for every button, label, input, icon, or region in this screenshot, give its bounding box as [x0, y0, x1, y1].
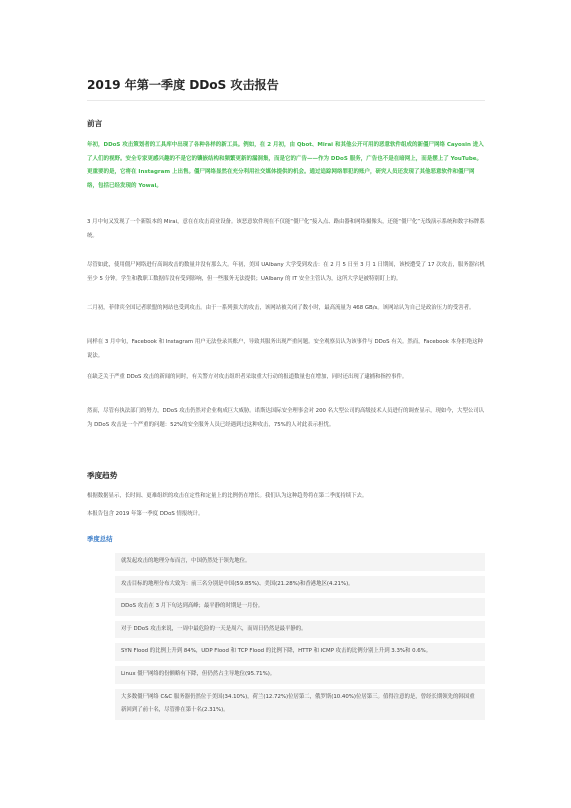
preface-paragraph: 在缺乏关于严重 DDoS 攻击的新闻的同时，有关警方对攻击组织者采取重大行动的报道数量也在增加，同时还出现了逮捕和指控事件。: [87, 374, 408, 380]
summary-list: [115, 553, 485, 725]
preface-paragraph: 尽管如此，使用僵尸网络进行高调攻击的数量并没有那么大。年初，美国 UAlbany 大学受到攻击：在 2 月 5 日至 3 月 1 日期间，该校遭受了 17 次攻击，服务器宕机至少 5 分钟。学生和教职工数据库没有受到影响，但一些服务无法提供；UAlbany 的 IT 安全主管认为，这所大学是被特别盯上的。: [87, 262, 485, 282]
summary-item: 大多数僵尸网络 C&C 服务器仍然位于美国(34.10%)，荷兰(12.72%)位居第二，俄罗斯(10.40%)位居第三。值得注意的是，曾经长期领先的韩国重新回到了前十名，尽管排在第十名(2.31%)。: [115, 689, 485, 720]
trends-paragraph: 本报告包含 2019 年第一季度 DDoS 情报统计。: [87, 511, 204, 517]
preface-heading: 前言: [87, 119, 103, 128]
summary-item: 对于 DDoS 攻击来说，一周中最危险的一天是周六，而周日仍然是最平静的。: [115, 621, 485, 639]
summary-item: 就发起攻击的地理分布而言，中国仍然处于领先地位。: [115, 553, 485, 571]
summary-item: SYN Flood 的比例上升到 84%，UDP Flood 和 TCP Flood 的比例下降，HTTP 和 ICMP 攻击的比例分别上升到 3.3%和 0.6%。: [115, 643, 485, 661]
summary-item: 攻击目标的地理分布大致为：前三名分别是中国(59.85%)、美国(21.28%)和香港地区(4.21%)。: [115, 576, 485, 594]
preface-paragraph: 然而，尽管有执法部门的努力，DDoS 攻击仍然对企业构成巨大威胁。诺斯达国际安全理事会对 200 名大型公司的高级技术人员进行的调查显示，现如今，大型公司认为 DDoS 攻击是一个严重的问题：52%的安全服务人员已经遇到过这种攻击，75%的人对此表示担忧。: [87, 408, 485, 428]
preface-paragraph: 二月初，菲律宾全国记者联盟的网站也受到攻击。由于一系列强大的攻击，该网站被关闭了数小时，最高流量为 468 GB/s。该网站认为自己是政治压力的受害者。: [87, 305, 475, 311]
title-divider: [87, 100, 485, 101]
preface-paragraph: 同样在 3 月中旬，Facebook 和 Instagram 用户无法登录其账户，导致其服务出现严重问题。安全观察员认为该事件与 DDoS 有关。然而，Facebook 本身拒绝这种说法。: [87, 339, 483, 359]
page-title: 2019 年第一季度 DDoS 攻击报告: [87, 78, 279, 92]
summary-item: Linux 僵尸网络的份额略有下降，但仍然占主导地位(95.71%)。: [115, 666, 485, 684]
preface-intro: 年初，DDoS 攻击策划者的工具库中出现了各种各样的新工具。例如，在 2 月初，由 Qbot、Mirai 和其他公开可用的恶意软件组成的新僵尸网络 Cayosin 进入了人们的视野。安全专家更感兴趣的不是它的镶嵌结构和频繁更新的漏洞集，而是它的广告——作为 DDoS 服务，广告也不是在暗网上，而是摆上了 YouTube。更重要的是，它将在 Instagram 上出售。僵尸网络显然在充分利用社交媒体提供的机会。通过追踪网络罪犯的账户，研究人员还发现了其他恶意软件和僵尸网络，包括已经发现的 Yowai。: [87, 142, 484, 190]
trends-heading: 季度趋势: [87, 471, 118, 480]
preface-paragraph: 3 月中旬又发现了一个新版本的 Mirai，意在在攻击商业设备。该恶意软件现在不仅能“僵尸化”接入点、路由器和网络摄像头，还能“僵尸化”无线演示系统和数字标牌系统。: [87, 219, 485, 239]
summary-item: DDoS 攻击在 3 月下旬达到高峰；最平静的时期是一月份。: [115, 598, 485, 616]
summary-heading: 季度总结: [87, 535, 113, 543]
trends-paragraph: 根据数据显示，长时间、更难组织的攻击在定性和定量上的比例仍在增长。我们认为这种趋势将在第二季度持续下去。: [87, 493, 368, 499]
